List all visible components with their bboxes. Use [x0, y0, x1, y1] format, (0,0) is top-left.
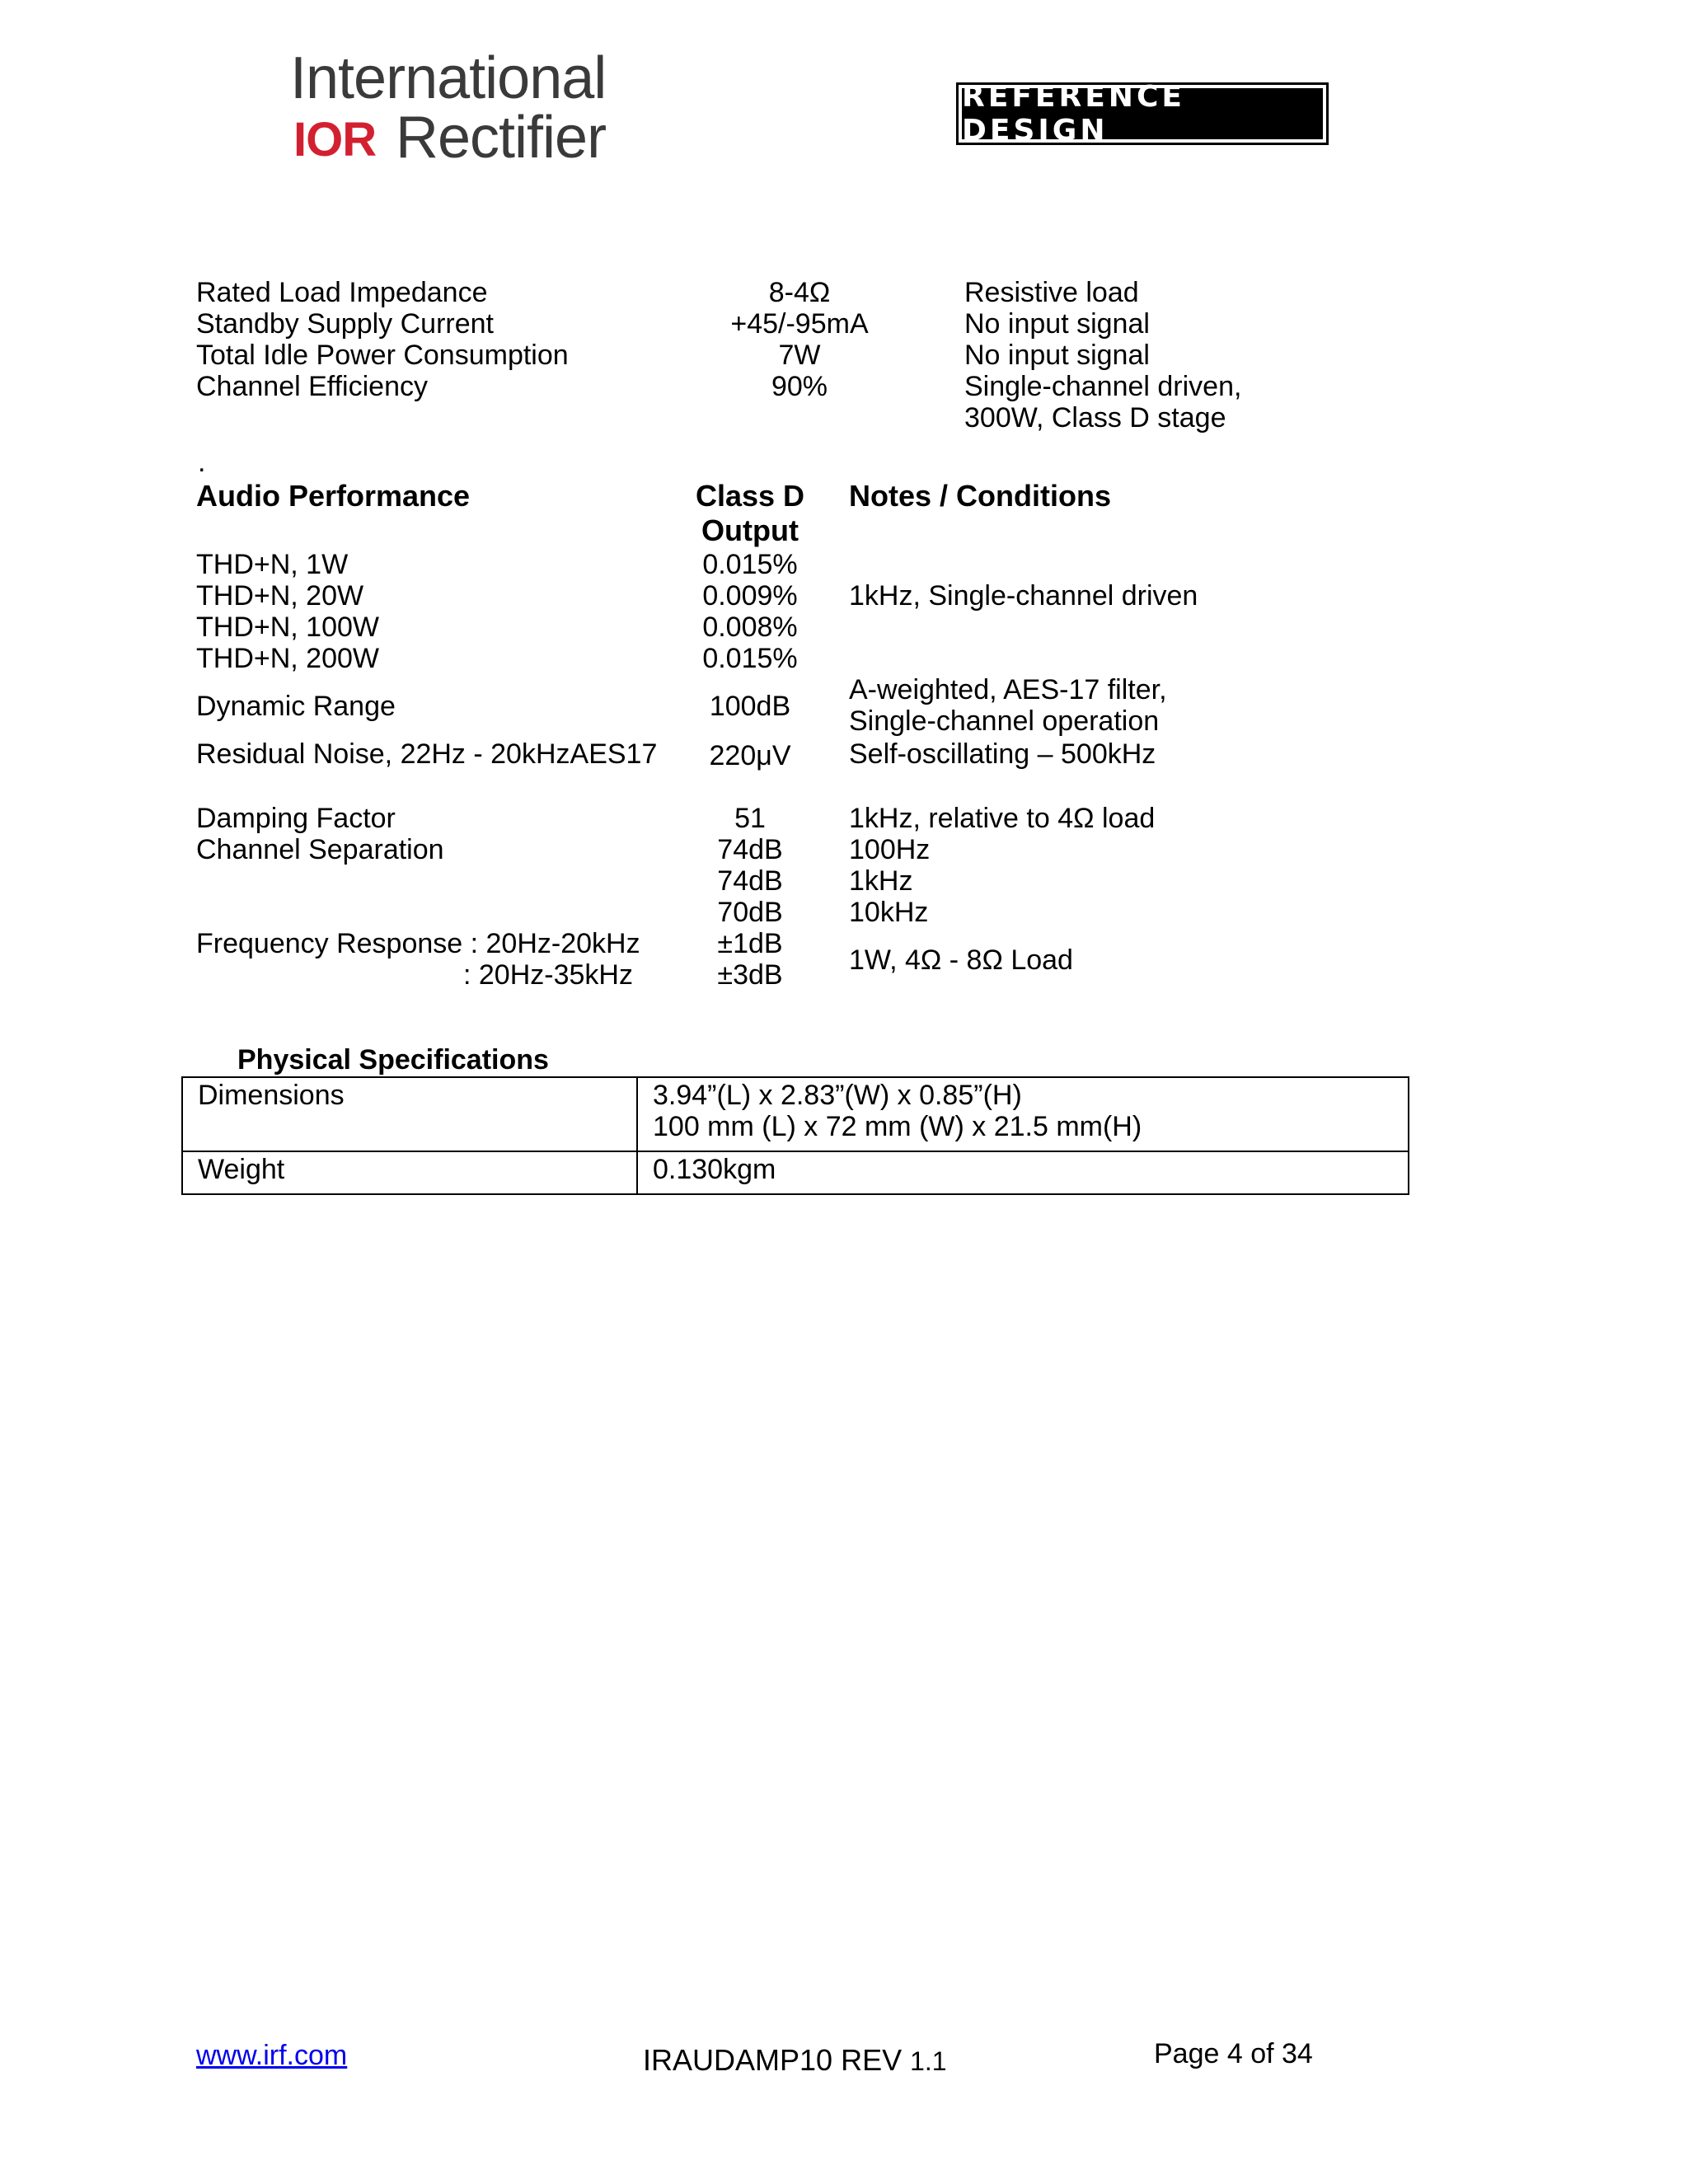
- table-row: [182, 1077, 1409, 1151]
- thd-note: 1kHz, Single-channel driven: [849, 580, 1198, 612]
- thd-1w-param: THD+N, 1W: [196, 549, 349, 580]
- thd-20w-param: THD+N, 20W: [196, 580, 364, 612]
- spec-note-rated-load: Resistive load: [964, 277, 1139, 308]
- weight-value: 0.130kgm: [637, 1151, 1409, 1194]
- class-d-output-heading-1: Class D: [695, 479, 805, 513]
- frequency-response-value-1: ±1dB: [717, 928, 783, 959]
- dimensions-value: [637, 1077, 1409, 1151]
- dynamic-range-param: Dynamic Range: [196, 691, 396, 722]
- spec-value-standby-current: +45/-95mA: [730, 308, 869, 340]
- thd-200w-value: 0.015%: [702, 643, 798, 674]
- frequency-response-param-2: : 20Hz-35kHz: [463, 959, 633, 991]
- channel-separation-value-10khz: 70dB: [717, 897, 783, 928]
- dimensions-value-mm: 100 mm (L) x 72 mm (W) x 21.5 mm(H): [653, 1111, 1142, 1142]
- spec-value-efficiency: 90%: [771, 371, 828, 402]
- spec-note-standby-current: No input signal: [964, 308, 1150, 340]
- channel-separation-note-10khz: 10kHz: [849, 897, 929, 928]
- logo-text-rectifier: Rectifier: [396, 105, 607, 171]
- audio-performance-heading: Audio Performance: [196, 479, 471, 513]
- spec-param-rated-load: Rated Load Impedance: [196, 277, 488, 308]
- frequency-response-value-2: ±3dB: [717, 959, 783, 991]
- footer-doc-name: IRAUDAMP10 REV: [643, 2043, 903, 2077]
- spec-note-idle-power: No input signal: [964, 340, 1150, 371]
- physical-specifications-table: [181, 1076, 1409, 1195]
- spec-param-standby-current: Standby Supply Current: [196, 308, 494, 340]
- channel-separation-note-100hz: 100Hz: [849, 834, 931, 865]
- thd-1w-value: 0.015%: [702, 549, 798, 580]
- class-d-output-heading-2: Output: [701, 513, 799, 547]
- thd-200w-param: THD+N, 200W: [196, 643, 379, 674]
- thd-100w-param: THD+N, 100W: [196, 612, 379, 643]
- spec-value-rated-load: 8-4Ω: [768, 277, 831, 308]
- notes-conditions-heading: Notes / Conditions: [849, 479, 1111, 513]
- spec-param-efficiency: Channel Efficiency: [196, 371, 428, 402]
- logo-ior-mark: IOR: [293, 113, 377, 166]
- reference-design-badge: [956, 80, 1329, 148]
- thd-20w-value: 0.009%: [702, 580, 798, 612]
- reference-design-badge-label: REFERENCE DESIGN: [962, 88, 1323, 139]
- spec-note-efficiency-2: 300W, Class D stage: [964, 402, 1226, 434]
- channel-separation-value-1khz: 74dB: [717, 865, 783, 897]
- spec-note-efficiency: Single-channel driven,: [964, 371, 1242, 402]
- dynamic-range-value: 100dB: [709, 691, 791, 722]
- logo-text-international: International: [290, 45, 607, 111]
- frequency-response-param-1: Frequency Response : 20Hz-20kHz: [196, 928, 640, 959]
- footer-page-number: Page 4 of 34: [1154, 2038, 1313, 2069]
- dimensions-value-inches: 3.94”(L) x 2.83”(W) x 0.85”(H): [653, 1080, 1022, 1111]
- company-logo: [290, 45, 607, 171]
- thd-100w-value: 0.008%: [702, 612, 798, 643]
- channel-separation-value-100hz: 74dB: [717, 834, 783, 865]
- residual-noise-value: 220μV: [709, 740, 791, 771]
- dynamic-range-note-2: Single-channel operation: [849, 705, 1160, 737]
- damping-factor-value: 51: [734, 803, 766, 834]
- residual-noise-param: Residual Noise, 22Hz - 20kHzAES17: [196, 738, 658, 770]
- channel-separation-note-1khz: 1kHz: [849, 865, 913, 897]
- damping-factor-param: Damping Factor: [196, 803, 396, 834]
- footer-doc-rev: 1.1: [910, 2046, 947, 2076]
- table-row: [182, 1151, 1409, 1194]
- frequency-response-note: 1W, 4Ω - 8Ω Load: [849, 944, 1073, 976]
- stray-dot: .: [198, 447, 206, 478]
- damping-factor-note: 1kHz, relative to 4Ω load: [849, 803, 1156, 834]
- dynamic-range-note-1: A-weighted, AES-17 filter,: [849, 674, 1167, 705]
- weight-label: Weight: [182, 1151, 637, 1194]
- footer-doc-id: [643, 2044, 947, 2078]
- physical-specifications-heading: Physical Specifications: [237, 1044, 549, 1076]
- footer-website-link[interactable]: www.irf.com: [196, 2040, 348, 2071]
- residual-noise-note: Self-oscillating – 500kHz: [849, 738, 1156, 770]
- spec-value-idle-power: 7W: [778, 340, 821, 371]
- channel-separation-param: Channel Separation: [196, 834, 444, 865]
- dimensions-label: Dimensions: [182, 1077, 637, 1151]
- spec-param-idle-power: Total Idle Power Consumption: [196, 340, 569, 371]
